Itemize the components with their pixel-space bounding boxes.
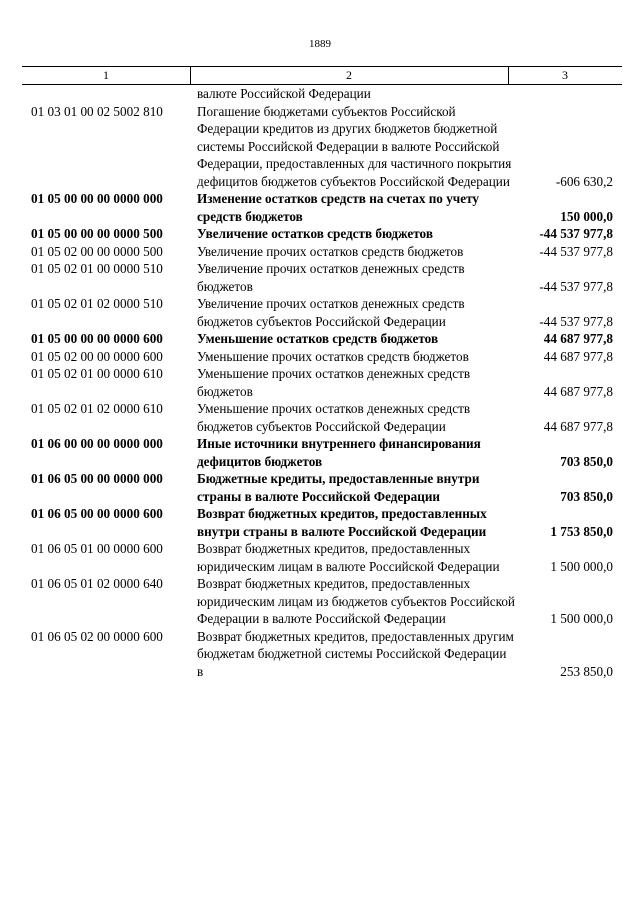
table-row <box>31 400 613 435</box>
row-amount: 1 500 000,0 <box>550 611 613 626</box>
table-body <box>31 85 613 680</box>
row-code: 01 06 00 00 00 0000 000 <box>31 436 163 451</box>
row-code: 01 05 02 00 00 0000 500 <box>31 243 163 259</box>
row-name: валюте Российской Федерации <box>197 86 371 101</box>
table-row <box>31 330 613 348</box>
row-name: Возврат бюджетных кредитов, предоставленных другим бюджетам бюджетной системы Российской Федерации в <box>197 628 514 679</box>
row-code: 01 06 05 00 00 0000 600 <box>31 506 163 521</box>
row-name: Уменьшение прочих остатков денежных средств бюджетов субъектов Российской Федерации <box>197 401 471 434</box>
row-amount: -44 537 977,8 <box>539 278 613 294</box>
row-code: 01 05 00 00 00 0000 500 <box>31 226 163 241</box>
table-row <box>31 470 613 505</box>
table-row <box>31 225 613 243</box>
table-row <box>31 348 613 366</box>
row-name: Уменьшение прочих остатков средств бюджетов <box>197 348 469 364</box>
row-amount: 44 687 977,8 <box>543 348 613 364</box>
table-row <box>31 190 613 225</box>
row-name: Бюджетные кредиты, предоставленные внутри страны в валюте Российской Федерации <box>197 471 480 504</box>
table-header <box>22 66 622 85</box>
row-code: 01 06 05 00 00 0000 000 <box>31 471 163 486</box>
row-name: Увеличение прочих остатков денежных средств бюджетов <box>197 261 465 294</box>
row-name: Увеличение остатков средств бюджетов <box>197 226 433 241</box>
table-row <box>31 85 613 103</box>
row-code: 01 05 00 00 00 0000 000 <box>31 191 163 206</box>
row-code: 01 06 05 01 00 0000 600 <box>31 541 163 556</box>
column-header-3: 3 <box>562 68 568 82</box>
row-name: Иные источники внутреннего финансирования дефицитов бюджетов <box>197 436 481 469</box>
row-amount: 1 500 000,0 <box>550 558 613 574</box>
row-amount: 703 850,0 <box>560 453 613 469</box>
table-row <box>31 628 613 681</box>
row-code: 01 05 02 01 00 0000 610 <box>31 366 163 381</box>
row-code: 01 05 02 00 00 0000 600 <box>31 348 163 364</box>
row-name: Уменьшение прочих остатков денежных средств бюджетов <box>197 366 471 399</box>
row-name: Возврат бюджетных кредитов, предоставленных юридическим лицам из бюджетов субъектов Российской Федерации в валюте Российской Федерации <box>197 576 515 626</box>
table-row <box>31 505 613 540</box>
row-amount: 44 687 977,8 <box>543 383 613 399</box>
table-row <box>31 103 613 191</box>
row-code: 01 06 05 02 00 0000 600 <box>31 628 163 644</box>
row-amount: -44 537 977,8 <box>539 226 613 241</box>
row-name: Уменьшение остатков средств бюджетов <box>197 331 439 346</box>
row-name: Увеличение прочих остатков денежных средств бюджетов субъектов Российской Федерации <box>197 296 465 329</box>
row-name: Увеличение прочих остатков средств бюджетов <box>197 243 464 259</box>
row-name: Изменение остатков средств на счетах по учету средств бюджетов <box>197 191 479 224</box>
table-row <box>31 260 613 295</box>
row-amount: -44 537 977,8 <box>539 313 613 329</box>
row-code: 01 05 00 00 00 0000 600 <box>31 331 163 346</box>
row-name: Возврат бюджетных кредитов, предоставленных юридическим лицам в валюте Российской Федерации <box>197 541 500 574</box>
table-row <box>31 540 613 575</box>
column-header-1: 1 <box>103 68 109 82</box>
row-name: Погашение бюджетами субъектов Российской Федерации кредитов из других бюджетов бюджетной системы Российской Федерации в валюте Российской Федерации, предоставленных для частичного покрытия дефицитов бюджетов субъектов Российской Федерации <box>197 103 512 189</box>
row-code: 01 03 01 00 02 5002 810 <box>31 103 163 119</box>
row-amount: 703 850,0 <box>560 488 613 504</box>
row-amount: 253 850,0 <box>560 663 613 679</box>
page-number: 1889 <box>309 38 331 50</box>
row-amount: -606 630,2 <box>555 173 613 189</box>
column-header-2: 2 <box>346 68 352 82</box>
table-row <box>31 295 613 330</box>
row-amount: -44 537 977,8 <box>539 243 613 259</box>
row-amount: 1 753 850,0 <box>550 523 613 539</box>
table-row <box>31 435 613 470</box>
row-amount: 44 687 977,8 <box>543 331 613 346</box>
row-code: 01 05 02 01 02 0000 510 <box>31 296 163 311</box>
row-amount: 150 000,0 <box>560 208 613 224</box>
table-row <box>31 575 613 628</box>
row-amount: 44 687 977,8 <box>543 418 613 434</box>
row-name: Возврат бюджетных кредитов, предоставленных внутри страны в валюте Российской Федерации <box>197 506 487 539</box>
table-row <box>31 365 613 400</box>
table-row <box>31 243 613 261</box>
row-code: 01 05 02 01 00 0000 510 <box>31 261 163 276</box>
row-code: 01 05 02 01 02 0000 610 <box>31 401 163 416</box>
row-code: 01 06 05 01 02 0000 640 <box>31 576 163 591</box>
